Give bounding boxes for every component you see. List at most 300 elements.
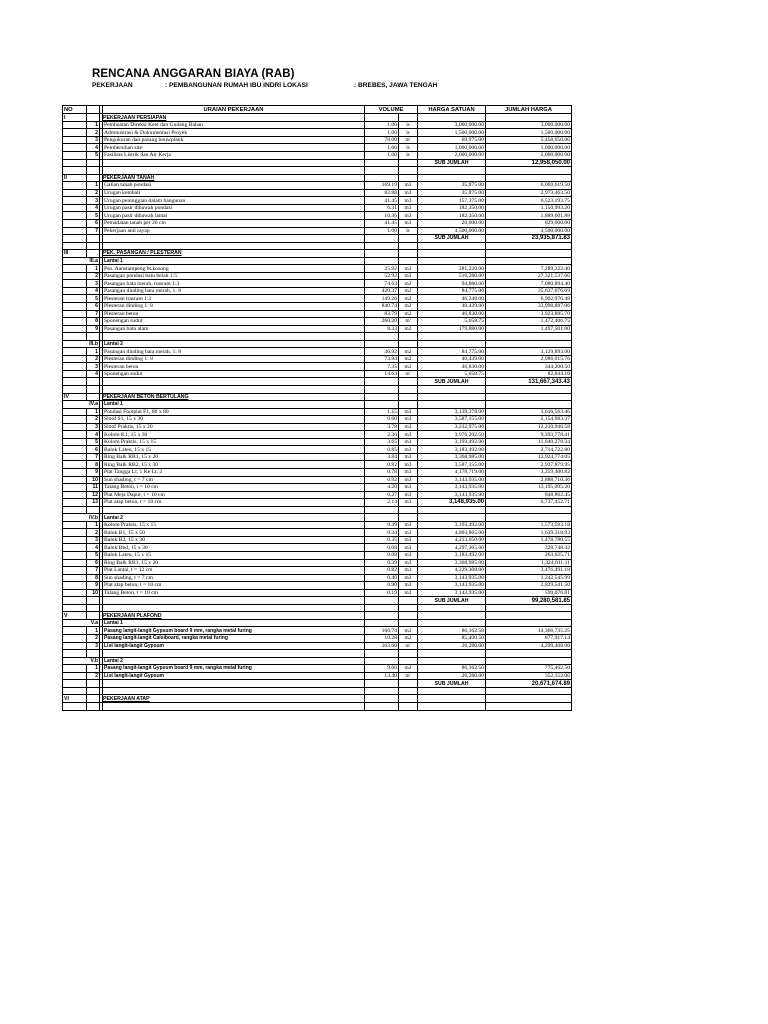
cell (365, 695, 399, 703)
cell (63, 687, 87, 695)
item-number: 5 (87, 152, 100, 160)
item-volume: 1.00 (365, 121, 399, 129)
item-total: 11,640,278.34 (486, 438, 572, 446)
cell (418, 695, 486, 703)
item-description: Plesteran beton (103, 363, 365, 371)
item-volume: 83.79 (365, 310, 399, 318)
cell (103, 702, 365, 710)
item-unit: m2 (399, 363, 418, 371)
cell (63, 438, 87, 446)
cell (399, 695, 418, 703)
table-row (63, 574, 572, 582)
table-row (63, 536, 572, 544)
subsection-title: Lantai 2 (103, 657, 365, 665)
item-unit-price: 84,775.00 (418, 348, 486, 356)
cell (63, 665, 87, 673)
item-total: 1,324,011.11 (486, 559, 572, 567)
item-number: 3 (87, 197, 100, 205)
cell (399, 340, 418, 348)
item-unit-price: 516,280.00 (418, 272, 486, 280)
cell (63, 499, 87, 507)
item-unit: m3 (399, 438, 418, 446)
item-volume: 41.45 (365, 219, 399, 227)
pekerjaan-value: : PEMBANGUNAN RUMAH IBU INDRI LOKASI (165, 82, 308, 89)
cell (87, 604, 100, 612)
cell (399, 687, 418, 695)
item-volume: 0.85 (365, 446, 399, 454)
item-unit: m3 (399, 189, 418, 197)
cell (63, 265, 87, 273)
cell (63, 650, 87, 658)
item-unit: m2 (399, 348, 418, 356)
table-row (63, 453, 572, 461)
cell (399, 250, 418, 258)
item-description: Pemadatan tanah per 20 cm (103, 219, 365, 227)
item-description: Pengukuran dan pasang bouwplank (103, 136, 365, 144)
cell (87, 393, 100, 401)
item-description: Plat atap beton, t = 10 cm (103, 582, 365, 590)
blank-row (63, 385, 572, 393)
cell (486, 114, 572, 122)
item-number: 2 (87, 672, 100, 680)
item-total: 3,000,000.00 (486, 121, 572, 129)
item-number: 1 (87, 665, 100, 673)
subtotal-label: SUB JUMLAH (418, 680, 486, 688)
item-unit-price: 3,587,155.00 (418, 416, 486, 424)
item-volume: 0.92 (365, 476, 399, 484)
cell (87, 680, 100, 688)
item-unit: m3 (399, 272, 418, 280)
item-unit: m3 (399, 499, 418, 507)
blank-row (63, 167, 572, 175)
item-number: 6 (87, 559, 100, 567)
cell (63, 469, 87, 477)
item-number: 1 (87, 182, 100, 190)
cell (87, 235, 100, 243)
table-row (63, 370, 572, 378)
table-row (63, 521, 572, 529)
item-total: 13,195,095.20 (486, 484, 572, 492)
item-unit: m3 (399, 521, 418, 529)
col-uraian: URAIAN PEKERJAAN (103, 106, 365, 114)
item-unit: m3 (399, 453, 418, 461)
cell (399, 393, 418, 401)
table-row (63, 582, 572, 590)
cell (399, 167, 418, 175)
project-info (92, 82, 572, 92)
cell (63, 287, 87, 295)
cell (63, 672, 87, 680)
item-number: 8 (87, 318, 100, 326)
cell (63, 446, 87, 454)
item-volume: 10.36 (365, 212, 399, 220)
item-description: Urugan pasir dibawah lantai (103, 212, 365, 220)
cell (418, 167, 486, 175)
item-number: 1 (87, 627, 100, 635)
page-title: RENCANA ANGGARAN BIAYA (RAB) (92, 68, 295, 80)
cell (63, 506, 87, 514)
table-row (63, 363, 572, 371)
table-row (63, 627, 572, 635)
table-row (63, 499, 572, 507)
cell (63, 702, 87, 710)
item-unit: m3 (399, 544, 418, 552)
cell (399, 612, 418, 620)
blank-row (63, 604, 572, 612)
subtotal-label: SUB JUMLAH (418, 597, 486, 605)
item-description: Sponengan sudut (103, 318, 365, 326)
section-title: PEKERJAAN PERSIAPAN (103, 114, 365, 122)
item-description: Pasangan bata merah, trasram 1:3 (103, 280, 365, 288)
item-total: 328,748.42 (486, 544, 572, 552)
item-unit: ls (399, 121, 418, 129)
item-unit: m2 (399, 627, 418, 635)
item-unit-price: 4,500,000.00 (418, 227, 486, 235)
item-number: 8 (87, 461, 100, 469)
cell (486, 167, 572, 175)
cell (399, 235, 418, 243)
item-number: 6 (87, 219, 100, 227)
cell (63, 642, 87, 650)
section-title: PEKERJAAN PLAFOND (103, 612, 365, 620)
item-unit-price: 86,162.50 (418, 665, 486, 673)
cell (418, 514, 486, 522)
item-unit-price: 3,148,935.00 (418, 499, 486, 507)
cell (63, 152, 87, 160)
blank-row (63, 687, 572, 695)
subsection-row (63, 401, 572, 409)
item-volume: 0.82 (365, 461, 399, 469)
table-row (63, 204, 572, 212)
cell (103, 159, 365, 167)
item-volume: 4.20 (365, 484, 399, 492)
cell (63, 242, 87, 250)
item-description: Plesteran dinding 1: 8 (103, 355, 365, 363)
cell (63, 378, 87, 386)
table-row (63, 461, 572, 469)
item-unit: m2 (399, 302, 418, 310)
item-number: 3 (87, 363, 100, 371)
item-unit: ls (399, 144, 418, 152)
cell (87, 378, 100, 386)
table-row (63, 529, 572, 537)
item-volume: 420.37 (365, 287, 399, 295)
item-total: 1,242,545.99 (486, 574, 572, 582)
item-unit-price: 3,143,935.00 (418, 491, 486, 499)
item-unit: m2 (399, 635, 418, 643)
cell (399, 114, 418, 122)
cell (63, 589, 87, 597)
table-row (63, 438, 572, 446)
item-number: 2 (87, 129, 100, 137)
col-no: NO (63, 106, 87, 114)
item-number: 6 (87, 446, 100, 454)
item-unit-price: 1,500,000.00 (418, 129, 486, 137)
item-volume: 169.19 (365, 182, 399, 190)
item-unit-price: 2,000,000.00 (418, 152, 486, 160)
item-number: 2 (87, 635, 100, 643)
table-row (63, 265, 572, 273)
item-description: Fasilitas Listrik dan Air Kerja (103, 152, 365, 160)
cell (418, 250, 486, 258)
table-row (63, 491, 572, 499)
item-unit-price: 46,830.00 (418, 363, 486, 371)
item-unit: m' (399, 642, 418, 650)
item-number: 13 (87, 499, 100, 507)
item-description: Sun shading, t = 7 cm (103, 574, 365, 582)
item-description: Plat Tangga Lt. 1 Ke Lt. 2 (103, 469, 365, 477)
item-volume: 260.20 (365, 318, 399, 326)
item-unit: m' (399, 136, 418, 144)
item-unit-price: 182,350.00 (418, 204, 486, 212)
cell (418, 257, 486, 265)
table-row (63, 219, 572, 227)
item-volume: 149.26 (365, 295, 399, 303)
cell (63, 204, 87, 212)
cell (365, 159, 399, 167)
cell (418, 242, 486, 250)
table-row (63, 227, 572, 235)
item-unit-price: 179,880.00 (418, 325, 486, 333)
cell (63, 144, 87, 152)
item-unit: m3 (399, 423, 418, 431)
cell (87, 174, 100, 182)
cell (63, 348, 87, 356)
item-number: 7 (87, 310, 100, 318)
item-unit: m3 (399, 567, 418, 575)
item-total: 1,478,780.55 (486, 536, 572, 544)
item-unit-price: 281,220.00 (418, 265, 486, 273)
col-jumlah: JUMLAH HARGA (486, 106, 572, 114)
cell (365, 393, 399, 401)
table-row (63, 212, 572, 220)
item-volume: 2.14 (365, 499, 399, 507)
section-number: V (63, 612, 87, 620)
item-unit: m3 (399, 204, 418, 212)
item-unit-price: 46,248.00 (418, 295, 486, 303)
cell (399, 401, 418, 409)
cell (486, 250, 572, 258)
item-unit-price: 3,183,492.00 (418, 446, 486, 454)
item-unit: m3 (399, 182, 418, 190)
item-description: Balok B1, 15 x 50 (103, 529, 365, 537)
subsection-row (63, 257, 572, 265)
item-description: Kolom Praktis, 15 x 15 (103, 438, 365, 446)
item-volume: 840.74 (365, 302, 399, 310)
item-description: Urugan pasir dibawah pondasi (103, 204, 365, 212)
cell (63, 461, 87, 469)
cell (63, 544, 87, 552)
item-total: 1,000,000.00 (486, 144, 572, 152)
cell (103, 687, 365, 695)
cell (418, 114, 486, 122)
item-total: 848,862.45 (486, 491, 572, 499)
item-total: 1,639,318.93 (486, 529, 572, 537)
item-number: 5 (87, 295, 100, 303)
cell (103, 333, 365, 341)
cell (63, 355, 87, 363)
item-number: 10 (87, 589, 100, 597)
cell (63, 182, 87, 190)
item-unit: m3 (399, 574, 418, 582)
item-description: Galian tanah pondasi (103, 182, 365, 190)
item-total: 7,289,222.40 (486, 265, 572, 273)
item-description: Ring Balk RB1, 15 x 20 (103, 453, 365, 461)
item-total: 2,986,015.76 (486, 355, 572, 363)
cell (63, 559, 87, 567)
cell (486, 506, 572, 514)
item-volume: 7.35 (365, 363, 399, 371)
cell (365, 333, 399, 341)
item-total: 6,069,619.50 (486, 182, 572, 190)
item-volume: 41.45 (365, 197, 399, 205)
item-number: 1 (87, 121, 100, 129)
table-row (63, 197, 572, 205)
subtotal-row (63, 597, 572, 605)
item-unit-price: 3,368,985.00 (418, 453, 486, 461)
cell (365, 167, 399, 175)
cell (486, 657, 572, 665)
cell (103, 378, 365, 386)
cell (418, 340, 486, 348)
item-volume: 82.88 (365, 189, 399, 197)
item-total: 2,714,722.80 (486, 446, 572, 454)
cell (103, 385, 365, 393)
table-row (63, 136, 572, 144)
item-volume: 25.92 (365, 265, 399, 273)
item-unit: m2 (399, 287, 418, 295)
cell (87, 385, 100, 393)
item-unit: ls (399, 152, 418, 160)
cell (63, 121, 87, 129)
item-total: 344,200.50 (486, 363, 572, 371)
cell (365, 257, 399, 265)
cell (87, 695, 100, 703)
cell (63, 129, 87, 137)
table-row (63, 144, 572, 152)
item-total: 2,000,000.00 (486, 152, 572, 160)
cell (365, 401, 399, 409)
item-number: 9 (87, 469, 100, 477)
item-unit: m3 (399, 476, 418, 484)
cell (365, 506, 399, 514)
item-number: 3 (87, 423, 100, 431)
item-total: 6,737,452.71 (486, 499, 572, 507)
subtotal-row (63, 378, 572, 386)
item-unit: m2 (399, 325, 418, 333)
item-number: 4 (87, 370, 100, 378)
cell (103, 650, 365, 658)
table-row (63, 280, 572, 288)
item-number: 4 (87, 544, 100, 552)
item-unit-price: 40,439.00 (418, 302, 486, 310)
cell (418, 385, 486, 393)
item-unit-price: 26,280.00 (418, 642, 486, 650)
cell (365, 514, 399, 522)
item-description: Talang Beton, t = 10 cm (103, 589, 365, 597)
cell (365, 340, 399, 348)
item-description: Balok Bbd, 15 x 30 (103, 544, 365, 552)
item-total: 4,500,000.00 (486, 227, 572, 235)
item-description: Pasangan dinding bata merah, 1: 8 (103, 348, 365, 356)
table-row (63, 484, 572, 492)
item-unit: m3 (399, 491, 418, 499)
cell (87, 687, 100, 695)
table-row (63, 589, 572, 597)
item-total: 3,923,885.70 (486, 310, 572, 318)
section-title: PEKERJAAN ATAP (103, 695, 365, 703)
cell (63, 416, 87, 424)
item-description: Plat Meja Dapur, t = 10 cm (103, 491, 365, 499)
item-volume: 3.84 (365, 453, 399, 461)
item-volume: 0.78 (365, 469, 399, 477)
cell (63, 423, 87, 431)
cell (87, 597, 100, 605)
cell (486, 695, 572, 703)
item-total: 1,889,601.88 (486, 212, 572, 220)
subsection-number: IV.a (63, 401, 100, 409)
item-description: Kolom Praktis, 15 x 15 (103, 521, 365, 529)
item-description: Sponengan sudut (103, 370, 365, 378)
cell (399, 506, 418, 514)
cell (365, 114, 399, 122)
item-volume: 1.15 (365, 408, 399, 416)
item-total: 33,998,887.06 (486, 302, 572, 310)
item-unit: ls (399, 227, 418, 235)
item-number: 4 (87, 144, 100, 152)
cell (486, 687, 572, 695)
cell (63, 189, 87, 197)
item-number: 3 (87, 280, 100, 288)
item-unit-price: 5,658.75 (418, 318, 486, 326)
item-volume: 0.08 (365, 544, 399, 552)
subsection-row (63, 619, 572, 627)
subtotal-row (63, 159, 572, 167)
table-row (63, 559, 572, 567)
subsection-title: Lantai 2 (103, 340, 365, 348)
item-description: Balok Lateu, 15 x 15 (103, 552, 365, 560)
item-description: Pasangan pondasi batu belah 1:5 (103, 272, 365, 280)
cell (63, 363, 87, 371)
cell (418, 401, 486, 409)
item-unit-price: 3,143,935.00 (418, 476, 486, 484)
section-title: PEKERJAAN BETON BERTULANG (103, 393, 365, 401)
item-unit-price: 4,297,365.00 (418, 544, 486, 552)
cell (87, 159, 100, 167)
item-number: 1 (87, 265, 100, 273)
item-description: Pasangan batu alam (103, 325, 365, 333)
item-total: 3,476,491.18 (486, 567, 572, 575)
cell (365, 619, 399, 627)
item-volume: 14.64 (365, 370, 399, 378)
item-unit-price: 3,000,000.00 (418, 121, 486, 129)
section-number: I (63, 114, 87, 122)
cell (365, 680, 399, 688)
cell (87, 506, 100, 514)
cell (63, 136, 87, 144)
item-total: 1,573,593.18 (486, 521, 572, 529)
item-total: 4,299,408.00 (486, 642, 572, 650)
item-description: Ring Balk RB1, 15 x 20 (103, 559, 365, 567)
item-total: 1,472,406.75 (486, 318, 572, 326)
table-row (63, 121, 572, 129)
item-description: Pondasi Footplat F1, 80 x 80 (103, 408, 365, 416)
item-unit: m3 (399, 484, 418, 492)
cell (418, 393, 486, 401)
subtotal-label: SUB JUMLAH (418, 378, 486, 386)
item-unit-price: 3,183,492.00 (418, 552, 486, 560)
table-row (63, 665, 572, 673)
